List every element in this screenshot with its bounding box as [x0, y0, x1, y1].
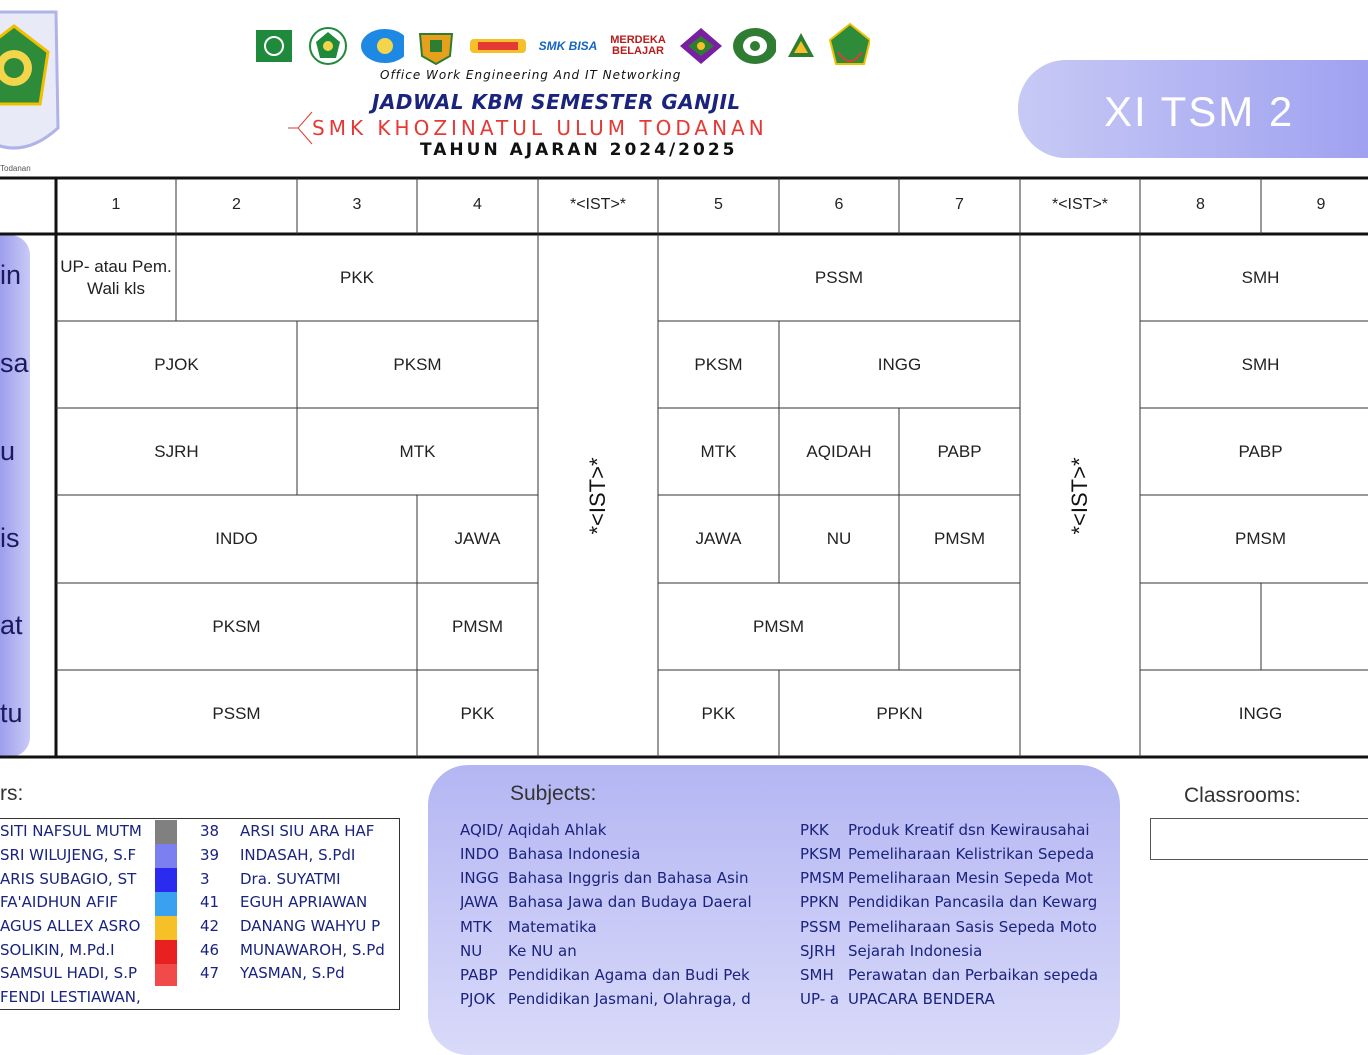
lesson-cell	[1261, 583, 1368, 670]
school-name: SMK KHOZINATUL ULUM TODANAN	[312, 116, 768, 140]
subject-name: Pemeliharaan Sasis Sepeda Moto	[848, 918, 1097, 936]
subject-name: Pendidikan Agama dan Budi Pek	[508, 966, 750, 984]
day-label-saturday: tu	[0, 698, 23, 728]
subject-code: INGG	[460, 869, 499, 887]
teacher-number: 41	[200, 893, 220, 911]
teacher-name: SRI WILUJENG, S.F	[0, 846, 137, 864]
school-logo	[0, 8, 68, 158]
subject-name: Bahasa Jawa dan Budaya Daeral	[508, 893, 752, 911]
teacher-color-swatch	[155, 844, 177, 868]
break-label-2: *<IST>*	[1067, 457, 1092, 535]
subject-code: MTK	[460, 918, 492, 936]
day-label-thursday: is	[0, 523, 20, 553]
triangle-logo	[786, 26, 816, 66]
period-header-9: 9	[1316, 196, 1326, 213]
day-column-bar	[0, 235, 30, 757]
lesson-cell: PPKN	[876, 703, 923, 723]
period-header-4: 4	[473, 196, 482, 213]
nu-green-logo	[826, 26, 870, 66]
teacher-number: 46	[200, 941, 220, 959]
period-header-3: 3	[352, 196, 362, 213]
subject-code: NU	[460, 942, 483, 960]
nu-logo	[252, 26, 296, 66]
subject-code: PJOK	[460, 990, 496, 1008]
period-header-7: 7	[955, 196, 964, 213]
teacher-name: INDASAH, S.PdI	[240, 846, 356, 864]
teacher-name: SAMSUL HADI, S.P	[0, 964, 138, 982]
page-title: JADWAL KBM SEMESTER GANJIL	[372, 90, 741, 114]
lesson-cell: INGG	[877, 354, 922, 374]
teacher-name: ARSI SIU ARA HAF	[240, 822, 375, 840]
day-label-friday: at	[0, 610, 23, 640]
subject-name: Bahasa Indonesia	[508, 845, 641, 863]
period-header-break-2: *<IST>*	[1051, 196, 1109, 213]
merdeka-belajar-logo: MERDEKA BELAJAR	[610, 34, 666, 57]
teacher-name: SOLIKIN, M.Pd.I	[0, 941, 115, 959]
lesson-cell: PMSM	[934, 529, 985, 549]
lesson-cell: PABP	[1238, 441, 1283, 461]
lesson-cell: JAWA	[454, 529, 501, 549]
subject-name: Pemeliharaan Mesin Sepeda Mot	[848, 869, 1093, 887]
subject-code: PPKN	[800, 893, 840, 911]
period-header-1: 1	[111, 196, 121, 213]
lesson-cell: PJOK	[154, 354, 199, 374]
subject-name: Aqidah Ahlak	[508, 821, 607, 839]
break-label-1: *<IST>*	[585, 457, 610, 535]
period-header-break-1: *<IST>*	[569, 196, 627, 213]
period-header-2: 2	[232, 196, 241, 213]
teacher-name: MUNAWAROH, S.Pd	[240, 941, 385, 959]
subject-name: Pendidikan Jasmani, Olahraga, d	[508, 990, 751, 1008]
lesson-cell: PKSM	[694, 354, 743, 374]
subject-code: PABP	[460, 966, 498, 984]
lesson-cell	[1140, 583, 1261, 670]
lesson-cell: SJRH	[154, 441, 199, 461]
teacher-name: DANANG WAHYU P	[240, 917, 381, 935]
class-name: XI TSM 2	[1104, 88, 1295, 135]
lesson-cell: PSSM	[814, 267, 864, 287]
teacher-number: 42	[200, 917, 220, 935]
subject-code: INDO	[460, 845, 500, 863]
blora-logo	[414, 26, 458, 66]
teacher-number: 3	[200, 870, 210, 888]
lesson-cell: PABP	[937, 441, 982, 461]
lesson-cell: PKK	[460, 703, 495, 723]
teacher-color-swatch	[155, 916, 177, 940]
period-header-6: 6	[834, 196, 844, 213]
subject-code: PMSM	[800, 869, 845, 887]
lesson-cell: NU	[826, 529, 852, 549]
subject-name: Pemeliharaan Kelistrikan Sepeda	[848, 845, 1095, 863]
subject-code: PKSM	[800, 845, 842, 863]
teacher-color-swatch	[155, 940, 177, 964]
teacher-number: 39	[200, 846, 220, 864]
tut-wuri-logo	[360, 26, 404, 66]
ipnu-logo	[678, 26, 722, 66]
pagar-nusa-logo	[732, 26, 776, 66]
lesson-cell: MTK	[399, 441, 436, 461]
subject-name: Produk Kreatif dsn Kewirausahai	[848, 821, 1090, 839]
subject-code: PSSM	[800, 918, 842, 936]
day-label-tuesday: sa	[0, 348, 29, 378]
subject-name: Perawatan dan Perbaikan sepeda	[848, 966, 1099, 984]
subject-name: UPACARA BENDERA	[848, 990, 995, 1008]
teacher-number: 47	[200, 964, 220, 982]
smk-bisa-logo: SMK BISA	[538, 39, 598, 53]
lesson-cell	[899, 583, 1020, 670]
lesson-cell: PMSM	[452, 616, 503, 636]
classrooms-box	[1150, 818, 1368, 860]
teacher-color-swatch	[155, 820, 177, 844]
subject-name: Bahasa Inggris dan Bahasa Asin	[508, 869, 749, 887]
teacher-color-swatch	[155, 964, 177, 986]
lesson-cell: PKSM	[393, 354, 442, 374]
lesson-cell: SMH	[1241, 267, 1280, 287]
day-label-wednesday: u	[0, 436, 16, 466]
subject-code: AQID/	[460, 821, 503, 839]
subjects-label: Subjects:	[510, 782, 597, 805]
lesson-cell: PMSM	[1235, 529, 1286, 549]
teacher-color-swatch	[155, 892, 177, 916]
lesson-cell: PSSM	[212, 703, 261, 723]
logo-caption: Todanan	[0, 164, 31, 173]
teacher-name: YASMAN, S.Pd	[240, 964, 345, 982]
bangga-logo	[468, 26, 528, 66]
lesson-cell: UP- atau Pem. Wali kls	[60, 257, 172, 298]
teacher-name: SITI NAFSUL MUTM	[0, 822, 142, 840]
teacher-name: EGUH APRIAWAN	[240, 893, 368, 911]
subject-name: Sejarah Indonesia	[848, 942, 983, 960]
day-label-monday: in	[0, 260, 22, 290]
star-decoration-icon	[288, 108, 314, 148]
lesson-cell: MTK	[700, 441, 737, 461]
lesson-cell: PKSM	[212, 616, 261, 636]
lesson-cell: PKK	[339, 267, 375, 287]
teacher-name: ARIS SUBAGIO, ST	[0, 870, 137, 888]
teacher-name: FA'AIDHUN AFIF	[0, 893, 119, 911]
tagline: Office Work Engineering And IT Networking	[380, 68, 682, 82]
kemenag-logo	[306, 26, 350, 66]
subject-name: Pendidikan Pancasila dan Kewarg	[848, 893, 1098, 911]
teacher-name: AGUS ALLEX ASRO	[0, 917, 141, 935]
academic-year: TAHUN AJARAN 2024/2025	[420, 140, 738, 160]
teacher-name: Dra. SUYATMI	[240, 870, 341, 888]
teacher-color-swatch	[155, 868, 177, 892]
period-header-5: 5	[714, 196, 723, 213]
lesson-cell: PKK	[701, 703, 736, 723]
teachers-label: rs:	[0, 782, 24, 805]
subject-code: SMH	[800, 966, 834, 984]
teacher-name: FENDI LESTIAWAN,	[0, 988, 141, 1006]
lesson-cell: INGG	[1238, 703, 1283, 723]
teacher-number: 38	[200, 822, 220, 840]
partner-logos	[252, 24, 892, 68]
lesson-cell: SMH	[1241, 354, 1280, 374]
subject-code: JAWA	[460, 893, 498, 911]
subject-code: UP- a	[800, 990, 840, 1008]
lesson-cell: JAWA	[695, 529, 742, 549]
subject-code: SJRH	[800, 942, 836, 960]
subject-name: Matematika	[508, 918, 597, 936]
classrooms-label: Classrooms:	[1184, 784, 1301, 807]
lesson-cell: INDO	[215, 529, 258, 549]
lesson-cell: AQIDAH	[806, 441, 872, 461]
subject-name: Ke NU an	[508, 942, 577, 960]
period-header-8: 8	[1196, 196, 1205, 213]
subject-code: PKK	[800, 821, 829, 839]
lesson-cell: PMSM	[753, 616, 804, 636]
